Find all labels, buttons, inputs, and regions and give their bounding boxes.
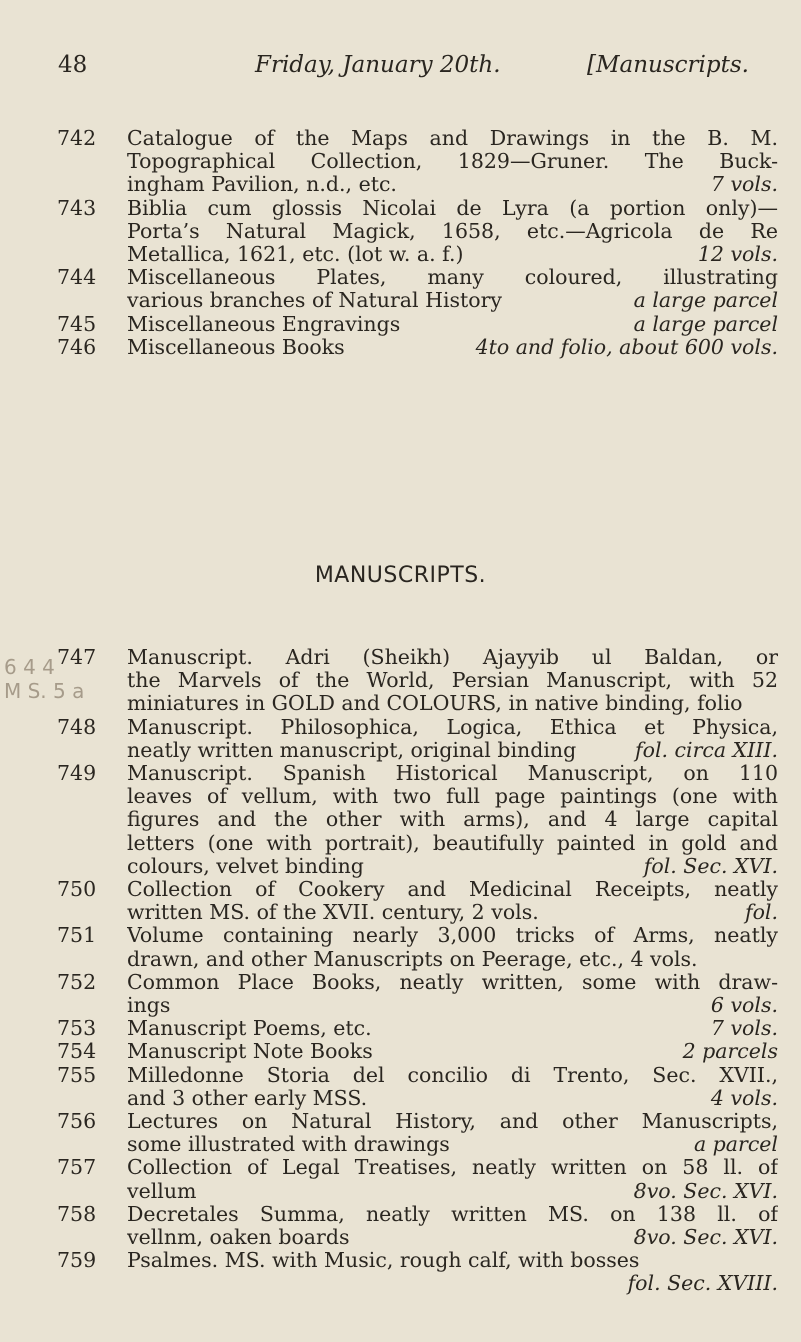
lot-number: 753 [57,1016,97,1041]
lot-entry [57,761,778,878]
lot-description-line: Collection of Cookery and Medicinal Receipts, neatly [127,878,778,902]
lot-description-line: leaves of vellum, with two full page paintings (one with [127,785,778,809]
lot-quantity: 6 vols. [710,994,778,1018]
lot-description-line: Miscellaneous Books 4to and folio, about 600 vols. [127,335,778,359]
lot-description-line: Collection of Legal Treatises, neatly written on 58 ll. of [127,1156,778,1180]
lot-entry [57,1248,778,1296]
lot-description-line: Miscellaneous Engravings a large parcel [127,312,778,336]
lot-description-line: Psalmes. MS. with Music, rough calf, with bosses fol. Sec. XVIII. [127,1249,778,1296]
lot-description-line: ingham Pavilion, n.d., etc. 7 vols. [127,173,778,197]
lot-description-line: drawn, and other Manuscripts on Peerage, etc., 4 vols. [127,947,698,971]
lot-description-line: Metallica, 1621, etc. (lot w. a. f.) 12 vols. [127,243,778,267]
sale-date: Friday, January 20th. [255,52,501,78]
lot-quantity: 4 vols. [710,1086,778,1110]
lot-number: 745 [57,311,97,336]
handwritten-margin-note: 6 4 4 M S. 5 a [4,655,85,703]
lot-description-line: Manuscript Note Books 2 parcels [127,1040,778,1064]
lot-description-line: neatly written manuscript, original binding fol. circa XIII. [127,738,778,762]
lot-description-line: Manuscript. Philosophica, Logica, Ethica et Physica, [127,715,778,739]
lot-number: 758 [57,1201,97,1226]
lot-description-line: vellum 8vo. Sec. XVI. [127,1179,778,1203]
lot-number: 744 [57,265,97,290]
lot-list-before [0,127,801,359]
lot-number: 756 [57,1109,97,1134]
lot-description-line: colours, velvet binding fol. Sec. XVI. [127,854,778,878]
lot-description-line: miniatures in GOLD and COLOURS, in native binding, folio [127,692,743,716]
lot-quantity: a parcel [693,1133,778,1157]
lot-description-line: figures and the other with arms), and 4 large capital [127,808,778,832]
lot-description-line: various branches of Natural History a large parcel [127,289,778,313]
lot-quantity: 7 vols. [710,1017,778,1041]
lot-description-line: Volume containing nearly 3,000 tricks of Arms, neatly [127,924,778,948]
lot-entry [57,1016,778,1041]
lot-description-line: ings 6 vols. [127,994,778,1018]
lot-description-line: Manuscript Poems, etc. 7 vols. [127,1017,778,1041]
page-header [0,52,801,82]
lot-quantity: a large parcel [633,289,778,313]
lot-description-line: Common Place Books, neatly written, some with draw- [127,970,778,994]
lot-number: 747 [57,645,97,669]
lot-quantity: fol. circa XIII. [635,738,778,762]
lot-entry [57,969,778,1018]
lot-description-line: Lectures on Natural History, and other Manuscripts, [127,1110,778,1134]
section-heading: [Manuscripts. [587,52,749,78]
lot-number: 746 [57,334,97,359]
lot-number: 748 [57,714,97,739]
lot-quantity: 12 vols. [697,243,778,267]
lot-number: 755 [57,1062,97,1087]
lot-entry [57,195,778,267]
lot-entry [57,265,778,313]
lot-description-line: Topographical Collection, 1829—Gruner. The Buck- [127,150,778,174]
lot-quantity: 7 vols. [710,173,778,197]
lot-number: 749 [57,761,97,786]
lot-description-line: Biblia cum glossis Nicolai de Lyra (a portion only)— [127,196,778,220]
lot-quantity: fol. Sec. XVIII. [627,1271,778,1296]
lot-entry [57,1039,778,1064]
lot-number: 751 [57,923,97,948]
lot-entry [57,311,778,336]
lot-number: 759 [57,1248,97,1273]
lot-quantity: fol. Sec. XVI. [643,854,778,878]
lot-description-line: some illustrated with drawings a parcel [127,1133,778,1157]
lot-number: 743 [57,195,97,220]
lot-description-line: Decretales Summa, neatly written MS. on 138 ll. of [127,1202,778,1226]
lot-description-line: Manuscript. Spanish Historical Manuscript, on 110 [127,762,778,786]
lot-number: 757 [57,1155,97,1180]
lot-description-line: vellnm, oaken boards 8vo. Sec. XVI. [127,1226,778,1250]
lot-entry [57,126,778,197]
lot-description-line: Manuscript. Adri (Sheikh) Ajayyib ul Baldan, or [127,646,778,669]
lot-entry [57,645,778,716]
lot-entry [57,714,778,762]
lot-description-line: written MS. of the XVII. century, 2 vols. fol. [127,901,778,925]
lot-entry [57,1201,778,1250]
lot-description-line: Miscellaneous Plates, many coloured, illustrating [127,266,778,290]
page-number: 48 [58,52,88,78]
lot-list-manuscripts [0,646,801,1296]
lot-quantity: 8vo. Sec. XVI. [633,1226,778,1250]
lot-description-line: Catalogue of the Maps and Drawings in the B. M. [127,127,778,150]
lot-description-line: Porta’s Natural Magick, 1658, etc.—Agricola de Re [127,219,778,243]
lot-entry [57,1109,778,1157]
manuscripts-section-title: MANUSCRIPTS. [314,563,487,588]
lot-description-line: Milledonne Storia del concilio di Trento, Sec. XVII., [127,1063,778,1087]
lot-entry [57,1062,778,1110]
lot-quantity: a large parcel [633,312,778,336]
lot-quantity: 2 parcels [682,1040,778,1064]
lot-description-line: letters (one with portrait), beautifully painted in gold and [127,831,778,855]
lot-number: 742 [57,126,97,150]
lot-entry [57,334,778,359]
lot-entry [57,1155,778,1203]
lot-quantity: 8vo. Sec. XVI. [633,1179,778,1203]
lot-description-line: the Marvels of the World, Persian Manuscript, with 52 [127,669,778,693]
lot-number: 754 [57,1039,97,1064]
lot-number: 752 [57,969,97,994]
lot-entry [57,923,778,971]
lot-entry [57,877,778,925]
lot-quantity: 4to and folio, about 600 vols. [475,335,778,359]
lot-number: 750 [57,877,97,902]
lot-description-line: and 3 other early MSS. 4 vols. [127,1086,778,1110]
lot-quantity: fol. [744,901,778,925]
